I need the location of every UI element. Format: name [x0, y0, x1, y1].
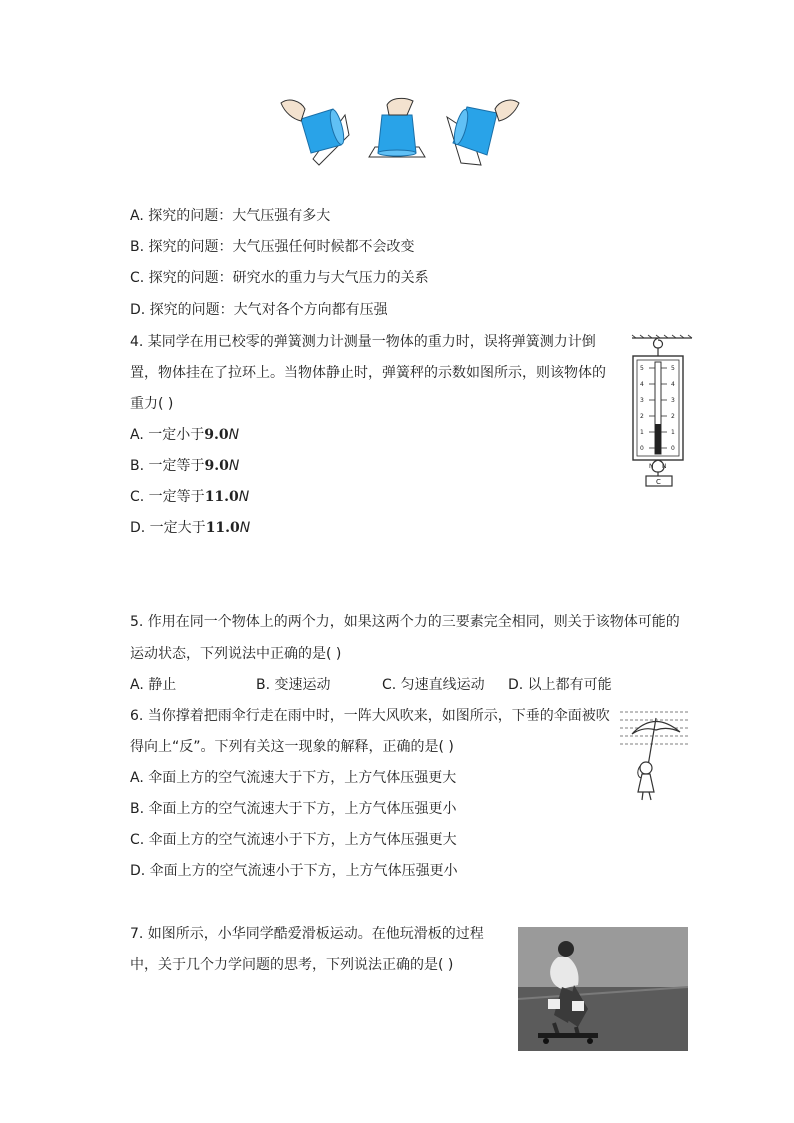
q3-option-d[interactable]: D. 探究的问题：大气对各个方向都有压强 [130, 302, 388, 318]
cup-right [447, 100, 519, 165]
q6-option-b[interactable]: B. 伞面上方的空气流速大于下方，上方气体压强更小 [130, 801, 457, 817]
q6-option-d[interactable]: D. 伞面上方的空气流速小于下方，上方气体压强更小 [130, 863, 458, 879]
scale-hook-label: C [656, 478, 661, 486]
cup-experiment-figure [275, 95, 525, 170]
q6-stem-line1: 6. 当你撑着把雨伞行走在雨中时，一阵大风吹来，如图所示，下垂的伞面被吹 [130, 708, 610, 724]
q4-option-a-text: A. 一定小于 [130, 427, 205, 443]
scale-tick-left-1: 1 [640, 429, 644, 436]
scale-tick-right-1: 1 [671, 429, 675, 436]
q4-option-a-unit: N [228, 427, 240, 443]
scale-tick-left-5: 5 [640, 365, 644, 372]
scale-tick-left-4: 4 [640, 381, 644, 388]
q4-option-c-value: 11.0 [204, 489, 239, 505]
q5-option-a[interactable]: A. 静止 [130, 677, 177, 693]
q4-option-a[interactable] [130, 426, 239, 444]
q7-stem-line1: 7. 如图所示，小华同学酷爱滑板运动。在他玩滑板的过程 [130, 926, 484, 942]
q4-stem-line1: 4. 某同学在用已校零的弹簧测力计测量一物体的重力时，误将弹簧测力计倒 [130, 334, 596, 350]
q7-stem-line2: 中，关于几个力学问题的思考，下列说法正确的是( ) [130, 957, 454, 973]
spring-scale-figure [628, 334, 696, 488]
q4-option-b-text: B. 一定等于 [130, 458, 205, 474]
q4-option-d-value: 11.0 [205, 520, 240, 536]
q5-stem-line2: 运动状态，下列说法中正确的是( ) [130, 646, 342, 662]
q6-option-a[interactable]: A. 伞面上方的空气流速大于下方，上方气体压强更大 [130, 770, 457, 786]
scale-tick-right-4: 4 [671, 381, 675, 388]
q6-option-c[interactable]: C. 伞面上方的空气流速小于下方，上方气体压强更大 [130, 832, 457, 848]
scale-tick-right-0: 0 [671, 445, 675, 452]
scale-tick-right-2: 2 [671, 413, 675, 420]
q4-option-d-text: D. 一定大于 [130, 520, 206, 536]
q3-option-c[interactable]: C. 探究的问题：研究水的重力与大气压力的关系 [130, 270, 429, 286]
scale-ring-label-right: N [662, 463, 667, 470]
q5-option-d[interactable]: D. 以上都有可能 [508, 677, 612, 693]
q4-option-c-unit: N [238, 489, 250, 505]
scale-tick-left-0: 0 [640, 445, 644, 452]
q3-option-a[interactable]: A. 探究的问题：大气压强有多大 [130, 208, 331, 224]
umbrella-girl-figure [618, 706, 690, 802]
q4-option-b-unit: N [228, 458, 240, 474]
cup-middle [369, 98, 425, 157]
q4-option-a-value: 9.0 [204, 427, 229, 443]
q4-option-b-value: 9.0 [204, 458, 229, 474]
q5-stem-line1: 5. 作用在同一个物体上的两个力，如果这两个力的三要素完全相同，则关于该物体可能的 [130, 614, 680, 630]
q5-option-c[interactable]: C. 匀速直线运动 [382, 677, 485, 693]
q4-stem-line2: 置，物体挂在了拉环上。当物体静止时，弹簧秤的示数如图所示，则该物体的 [130, 365, 606, 381]
q5-option-b[interactable]: B. 变速运动 [256, 677, 331, 693]
scale-tick-left-2: 2 [640, 413, 644, 420]
cup-left [281, 100, 349, 165]
q4-option-d[interactable] [130, 519, 250, 537]
scale-ring-label-left: N [649, 463, 654, 470]
skateboard-photo [518, 927, 688, 1051]
q4-option-b[interactable] [130, 457, 239, 475]
q6-stem-line2: 得向上“反”。下列有关这一现象的解释，正确的是( ) [130, 739, 454, 755]
scale-tick-right-5: 5 [671, 365, 675, 372]
q3-option-b[interactable]: B. 探究的问题：大气压强任何时候都不会改变 [130, 239, 415, 255]
q4-option-d-unit: N [239, 520, 251, 536]
q4-stem-line3: 重力( ) [130, 396, 174, 412]
scale-tick-left-3: 3 [640, 397, 644, 404]
q4-option-c-text: C. 一定等于 [130, 489, 205, 505]
q4-option-c[interactable] [130, 488, 249, 506]
scale-tick-right-3: 3 [671, 397, 675, 404]
